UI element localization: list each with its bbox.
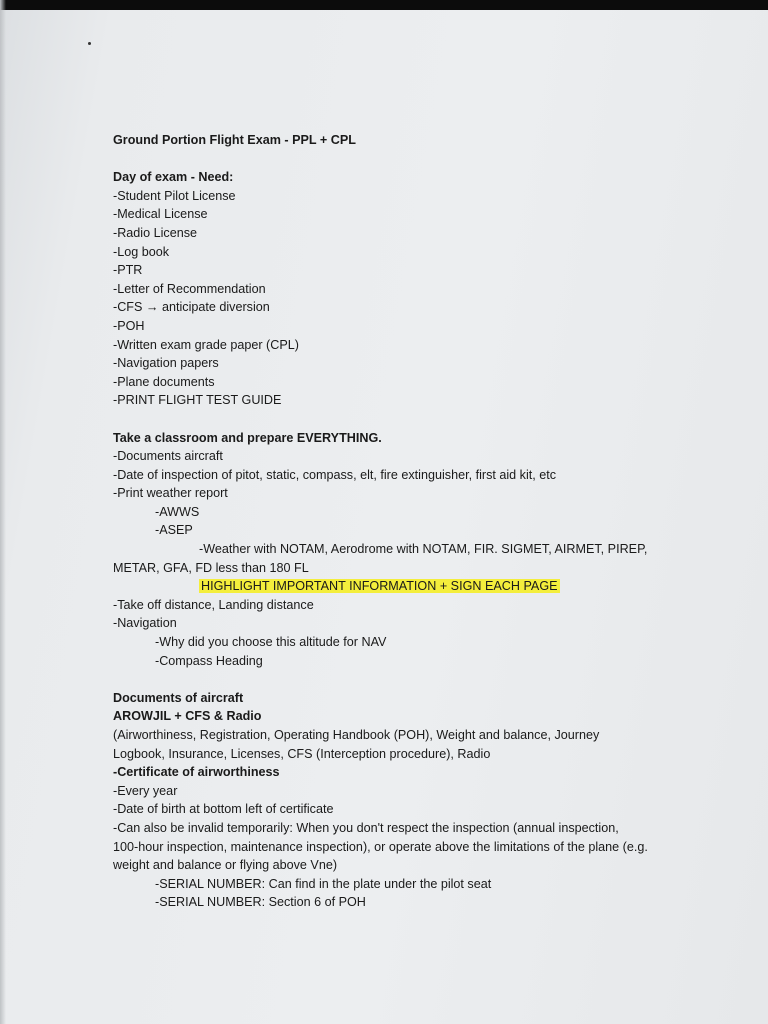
list-item: -Print weather report <box>113 486 228 501</box>
list-item: Logbook, Insurance, Licenses, CFS (Interception procedure), Radio <box>113 746 491 761</box>
list-item: -Why did you choose this altitude for NAV <box>155 635 387 650</box>
document-title: Ground Portion Flight Exam - PPL + CPL <box>113 133 356 147</box>
list-item: -Log book <box>113 244 170 259</box>
certificate-heading: -Certificate of airworthiness <box>113 765 280 780</box>
list-item: -Every year <box>113 783 178 798</box>
list-item: METAR, GFA, FD less than 180 FL <box>113 560 309 575</box>
document-body <box>113 131 703 912</box>
list-item: -Navigation <box>113 616 177 631</box>
spacer <box>113 150 703 169</box>
list-item: -ASEP <box>155 523 193 538</box>
list-item: -Documents aircraft <box>113 449 223 464</box>
list-item: -POH <box>113 318 145 333</box>
top-shadow-band <box>0 0 768 10</box>
aircraft-docs-heading: Documents of aircraft <box>113 690 244 705</box>
list-item: -Weather with NOTAM, Aerodrome with NOTAM, FIR. SIGMET, AIRMET, PIREP, <box>199 542 648 557</box>
spacer <box>113 670 703 689</box>
list-item: -Plane documents <box>113 374 215 389</box>
list-item: -Date of birth at bottom left of certificate <box>113 802 334 817</box>
list-item: -Radio License <box>113 225 198 240</box>
list-item: -SERIAL NUMBER: Can find in the plate under the pilot seat <box>155 876 492 891</box>
paper-speck <box>88 42 91 45</box>
classroom-heading: Take a classroom and prepare EVERYTHING. <box>113 430 382 445</box>
list-item: -Student Pilot License <box>113 188 236 203</box>
list-item: weight and balance or flying above Vne) <box>113 858 338 873</box>
list-item: -Medical License <box>113 207 208 222</box>
list-item: -CFS → anticipate diversion <box>113 300 270 315</box>
list-item: -Written exam grade paper (CPL) <box>113 337 299 352</box>
list-item: -PTR <box>113 263 143 278</box>
list-item: -PRINT FLIGHT TEST GUIDE <box>113 393 282 408</box>
list-item: -Navigation papers <box>113 356 219 371</box>
list-item: -Date of inspection of pitot, static, compass, elt, fire extinguisher, first aid kit, etc <box>113 467 557 482</box>
list-item: -Can also be invalid temporarily: When you don't respect the inspection (annual inspection, <box>113 820 619 835</box>
list-item: -AWWS <box>155 504 200 519</box>
page-left-edge <box>0 0 6 1024</box>
list-item: -Compass Heading <box>155 653 263 668</box>
spacer <box>113 410 703 429</box>
list-item: -Letter of Recommendation <box>113 281 266 296</box>
list-item: -SERIAL NUMBER: Section 6 of POH <box>155 895 366 910</box>
highlight-line <box>113 577 703 596</box>
highlighted-text: HIGHLIGHT IMPORTANT INFORMATION + SIGN EACH PAGE <box>201 579 558 594</box>
list-item: 100-hour inspection, maintenance inspection), or operate above the limitations of the plane (e.g. <box>113 839 648 854</box>
aircraft-docs-acronym: AROWJIL + CFS & Radio <box>113 709 262 724</box>
list-item: (Airworthiness, Registration, Operating Handbook (POH), Weight and balance, Journey <box>113 728 600 742</box>
list-item: -Take off distance, Landing distance <box>113 597 314 612</box>
day-of-exam-heading: Day of exam - Need: <box>113 170 234 185</box>
